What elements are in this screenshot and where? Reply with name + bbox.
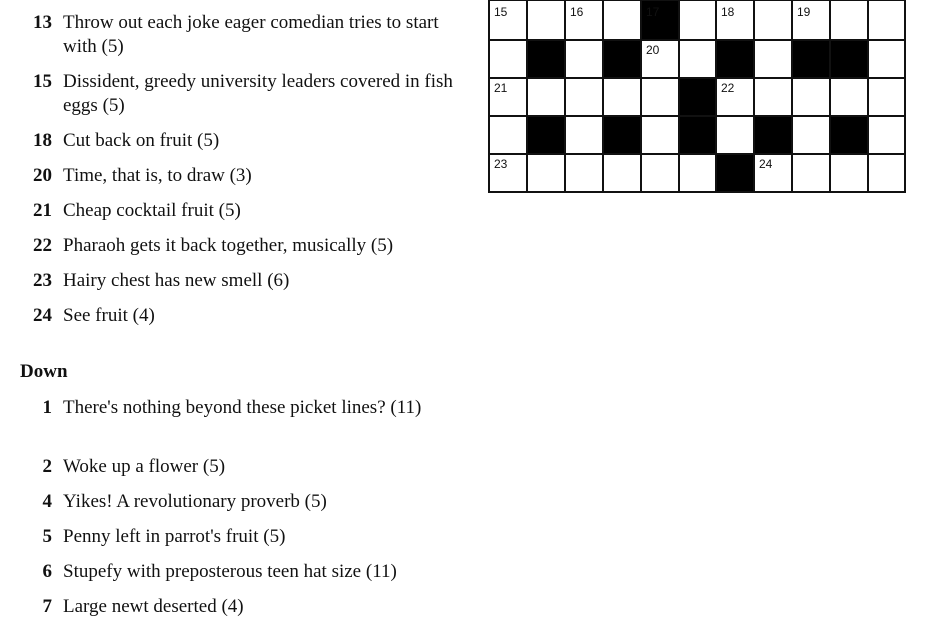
- grid-clue-number: 23: [494, 157, 508, 171]
- across-clue-24[interactable]: [20, 304, 450, 328]
- grid-block: [754, 116, 792, 154]
- clue-number: 5: [42, 526, 52, 547]
- clue-number: 24: [33, 305, 52, 326]
- across-clue-15[interactable]: [20, 70, 453, 118]
- grid-cell[interactable]: [603, 154, 641, 192]
- grid-cell[interactable]: [830, 78, 868, 116]
- clue-text: There's nothing beyond these picket lines? (11): [63, 397, 422, 418]
- grid-block: [603, 116, 641, 154]
- grid-cell[interactable]: [565, 154, 603, 192]
- grid-cell[interactable]: [489, 116, 527, 154]
- grid-line: [715, 0, 717, 193]
- grid-cell[interactable]: [868, 154, 905, 192]
- down-clue-7[interactable]: [20, 595, 450, 619]
- grid-line: [564, 0, 566, 193]
- grid-clue-number: 20: [646, 43, 660, 57]
- grid-clue-number: 17: [646, 5, 660, 19]
- grid-cell[interactable]: [603, 0, 641, 40]
- down-clue-4[interactable]: [20, 490, 450, 514]
- grid-line: [640, 0, 642, 193]
- clue-text: Cut back on fruit (5): [63, 130, 220, 151]
- grid-cell[interactable]: [868, 40, 905, 78]
- grid-line: [602, 0, 604, 193]
- grid-cell[interactable]: [792, 154, 830, 192]
- grid-cell[interactable]: [565, 116, 603, 154]
- clue-text: Time, that is, to draw (3): [63, 165, 252, 186]
- grid-cell[interactable]: [754, 78, 792, 116]
- down-heading: Down: [20, 361, 68, 382]
- grid-clue-number: 21: [494, 81, 508, 95]
- grid-block: [716, 154, 754, 192]
- grid-cell[interactable]: [754, 40, 792, 78]
- grid-line: [867, 0, 869, 193]
- grid-cell[interactable]: [565, 40, 603, 78]
- clue-text: Throw out each joke eager comedian tries to start with (5): [63, 12, 439, 57]
- grid-clue-number: 18: [721, 5, 735, 19]
- grid-line: [488, 39, 906, 41]
- grid-cell[interactable]: [603, 78, 641, 116]
- across-clue-23[interactable]: [20, 269, 450, 293]
- grid-cell[interactable]: [754, 0, 792, 40]
- across-clue-13[interactable]: [20, 11, 450, 59]
- clue-text: Pharaoh gets it back together, musically (5): [63, 235, 394, 256]
- clue-text: Large newt deserted (4): [63, 596, 244, 617]
- across-clue-18[interactable]: [20, 129, 450, 153]
- grid-clue-number: 24: [759, 157, 773, 171]
- grid-line: [488, 0, 490, 193]
- grid-line: [904, 0, 906, 193]
- clue-text: Hairy chest has new smell (6): [63, 270, 290, 291]
- grid-line: [753, 0, 755, 193]
- clue-number: 23: [33, 270, 52, 291]
- clue-number: 15: [33, 71, 52, 92]
- clue-number: 21: [33, 200, 52, 221]
- down-clue-6[interactable]: [20, 560, 450, 584]
- grid-line: [678, 0, 680, 193]
- clue-number: 2: [42, 456, 52, 477]
- grid-line: [829, 0, 831, 193]
- clue-text: Cheap cocktail fruit (5): [63, 200, 241, 221]
- grid-clue-number: 16: [570, 5, 584, 19]
- crossword-grid[interactable]: [489, 0, 905, 192]
- clue-text: Yikes! A revolutionary proverb (5): [63, 491, 327, 512]
- clue-text: Stupefy with preposterous teen hat size (11): [63, 561, 397, 582]
- grid-cell[interactable]: [716, 116, 754, 154]
- across-clue-20[interactable]: [20, 164, 450, 188]
- grid-line: [526, 0, 528, 193]
- clue-text: Penny left in parrot's fruit (5): [63, 526, 286, 547]
- grid-block: [603, 40, 641, 78]
- grid-cell[interactable]: [679, 154, 716, 192]
- grid-cell[interactable]: [641, 116, 679, 154]
- clue-number: 20: [33, 165, 52, 186]
- grid-line: [488, 153, 906, 155]
- grid-cell[interactable]: [868, 116, 905, 154]
- grid-cell[interactable]: [527, 0, 565, 40]
- down-clue-1[interactable]: [20, 396, 450, 444]
- across-clue-21[interactable]: [20, 199, 450, 223]
- grid-cell[interactable]: [830, 0, 868, 40]
- grid-block: [527, 116, 565, 154]
- grid-cell[interactable]: [527, 154, 565, 192]
- grid-line: [488, 191, 906, 193]
- grid-line: [488, 115, 906, 117]
- grid-block: [792, 40, 830, 78]
- across-clue-22[interactable]: [20, 234, 450, 258]
- grid-block: [830, 116, 868, 154]
- down-clue-2[interactable]: [20, 455, 450, 479]
- grid-line: [488, 0, 906, 1]
- grid-cell[interactable]: [565, 78, 603, 116]
- grid-cell[interactable]: [868, 78, 905, 116]
- clue-number: 18: [33, 130, 52, 151]
- grid-clue-number: 19: [797, 5, 811, 19]
- grid-block: [527, 40, 565, 78]
- grid-block: [679, 78, 716, 116]
- grid-cell[interactable]: [641, 154, 679, 192]
- clue-text: See fruit (4): [63, 305, 155, 326]
- clue-number: 22: [33, 235, 52, 256]
- clue-number: 7: [42, 596, 52, 617]
- grid-block: [716, 40, 754, 78]
- grid-block: [679, 116, 716, 154]
- clue-number: 13: [33, 12, 52, 33]
- grid-cell[interactable]: [792, 78, 830, 116]
- grid-clue-number: 22: [721, 81, 735, 95]
- clue-number: 1: [42, 397, 52, 418]
- grid-clue-number: 15: [494, 5, 508, 19]
- grid-cell[interactable]: [641, 78, 679, 116]
- clue-text: Woke up a flower (5): [63, 456, 226, 477]
- grid-cell[interactable]: [792, 116, 830, 154]
- down-clue-5[interactable]: [20, 525, 450, 549]
- grid-cell[interactable]: [527, 78, 565, 116]
- grid-line: [488, 77, 906, 79]
- clue-number: 6: [42, 561, 52, 582]
- grid-cell[interactable]: [489, 40, 527, 78]
- grid-block: [830, 40, 868, 78]
- clue-number: 4: [42, 491, 52, 512]
- grid-line: [791, 0, 793, 193]
- grid-cell[interactable]: [868, 0, 905, 40]
- grid-cell[interactable]: [830, 154, 868, 192]
- clue-text: Dissident, greedy university leaders covered in fish eggs (5): [63, 71, 453, 116]
- grid-cell[interactable]: [679, 0, 716, 40]
- grid-cell[interactable]: [679, 40, 716, 78]
